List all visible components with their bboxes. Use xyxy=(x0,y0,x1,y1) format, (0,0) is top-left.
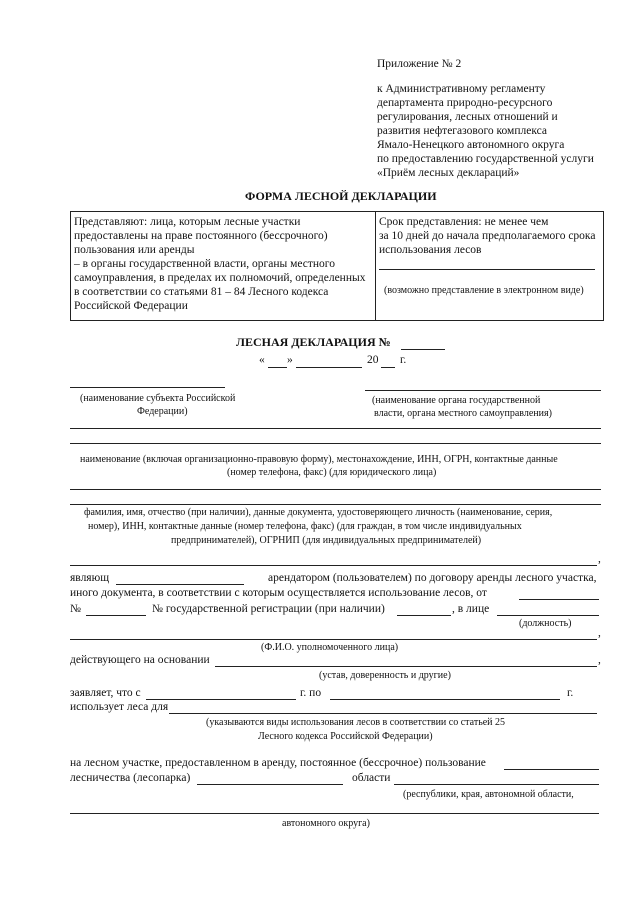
subject-label: (наименование субъекта Российской xyxy=(80,393,236,404)
individual-label: фамилия, имя, отчество (при наличии), данные документа, удостоверяющего личность (наименование, серия, xyxy=(84,507,553,518)
info-left-line: предоставлены на праве постоянного (бессрочного) xyxy=(74,230,328,242)
reg-number-field[interactable] xyxy=(397,615,451,616)
being-label: являющ xyxy=(70,572,110,584)
blank-line[interactable] xyxy=(70,504,601,505)
blank-line[interactable] xyxy=(70,428,601,429)
info-box-divider xyxy=(375,212,376,320)
legal-entity-label: наименование (включая организационно-правовую форму), местонахождение, ИНН, ОГРН, контактные данные xyxy=(80,454,558,465)
form-title: ФОРМА ЛЕСНОЙ ДЕКЛАРАЦИИ xyxy=(245,189,437,203)
fio-label: (Ф.И.О. уполномоченного лица) xyxy=(261,642,399,653)
year-prefix: 20 xyxy=(367,354,379,366)
date-year-field[interactable] xyxy=(381,367,395,368)
appendix-line: «Приём лесных деклараций» xyxy=(377,167,520,179)
subject-label: Федерации) xyxy=(137,406,188,417)
info-right-line: за 10 дней до начала предполагаемого срока xyxy=(379,230,596,242)
info-left-line: Российской Федерации xyxy=(74,300,188,312)
appendix-line: Ямало-Ненецкого автономного округа xyxy=(377,139,565,151)
date-day-field[interactable] xyxy=(268,367,287,368)
blank-line[interactable] xyxy=(70,489,601,490)
position-field[interactable] xyxy=(497,615,599,616)
year-suffix: г. xyxy=(400,354,407,366)
end-date-field[interactable] xyxy=(330,699,560,700)
date-open: « xyxy=(259,354,265,366)
basis-label: (устав, доверенность и другие) xyxy=(319,670,451,681)
use-types-label: Лесного кодекса Российской Федерации) xyxy=(258,731,433,742)
info-right-note: (возможно представление в электронном виде) xyxy=(384,285,584,296)
blank-line[interactable] xyxy=(379,269,595,270)
legal-entity-label: (номер телефона, факс) (для юридического лица) xyxy=(227,467,437,478)
region-note: (республики, края, автономной области, xyxy=(403,789,574,800)
info-left-line: в соответствии со статьями 81 – 84 Лесного кодекса xyxy=(74,286,329,298)
authority-label: власти, органа местного самоуправления) xyxy=(374,408,552,419)
no-label: № xyxy=(70,603,81,615)
info-left-line: пользования или аренды xyxy=(74,244,195,256)
region-field[interactable] xyxy=(394,784,599,785)
start-date-field[interactable] xyxy=(146,699,296,700)
comma: , xyxy=(598,627,601,639)
plot-field[interactable] xyxy=(504,769,599,770)
date-month-field[interactable] xyxy=(296,367,362,368)
info-left-line: самоуправления, в пределах их полномочий, определенных xyxy=(74,272,366,284)
doc-number-field[interactable] xyxy=(86,615,146,616)
in-person-label: , в лице xyxy=(452,603,490,615)
being-field[interactable] xyxy=(116,584,244,585)
comma: , xyxy=(598,553,601,565)
appendix-line: развития нефтегазового комплекса xyxy=(377,125,547,137)
region-label: области xyxy=(352,772,391,784)
info-left-line: Представляют: лица, которым лесные участки xyxy=(74,216,301,228)
appendix-line: департамента природно-ресурсного xyxy=(377,97,553,109)
doc-date-field[interactable] xyxy=(519,599,599,600)
blank-line[interactable] xyxy=(70,565,597,566)
info-left-line: – в органы государственной власти, органы местного xyxy=(74,258,335,270)
info-right-line: Срок представления: не менее чем xyxy=(379,216,549,228)
position-label: (должность) xyxy=(519,618,572,629)
forestry-field[interactable] xyxy=(197,784,343,785)
year-to-label: г. по xyxy=(300,687,322,699)
blank-line[interactable] xyxy=(70,813,599,814)
authority-label: (наименование органа государственной xyxy=(372,395,541,406)
okrug-label: автономного округа) xyxy=(282,818,370,829)
uses-label: использует леса для xyxy=(70,701,169,713)
authority-field[interactable] xyxy=(365,390,601,391)
info-right-line: использования лесов xyxy=(379,244,482,256)
fio-field[interactable] xyxy=(70,639,597,640)
declares-label: заявляет, что с xyxy=(70,687,141,699)
appendix-line: регулирования, лесных отношений и xyxy=(377,111,558,123)
comma: , xyxy=(598,654,601,666)
subject-field[interactable] xyxy=(70,387,225,388)
date-close: » xyxy=(287,354,293,366)
appendix-title: Приложение № 2 xyxy=(377,58,462,70)
acting-label: действующего на основании xyxy=(70,654,210,666)
forestry-label: лесничества (лесопарка) xyxy=(70,772,191,784)
tenant-label: арендатором (пользователем) по договору аренды лесного участка, xyxy=(268,572,597,584)
basis-field[interactable] xyxy=(215,666,597,667)
individual-label: предпринимателей), ОГРНИП (для индивидуальных предпринимателей) xyxy=(171,535,482,546)
blank-line[interactable] xyxy=(70,443,601,444)
appendix-line: по предоставлению государственной услуги xyxy=(377,153,594,165)
declaration-number-field[interactable] xyxy=(401,349,445,350)
use-purpose-field[interactable] xyxy=(169,713,597,714)
plot-label: на лесном участке, предоставленном в аренду, постоянное (бессрочное) пользование xyxy=(70,757,486,769)
year-end-label: г. xyxy=(567,687,574,699)
use-types-label: (указываются виды использования лесов в соответствии со статьей 25 xyxy=(206,717,506,728)
declaration-title: ЛЕСНАЯ ДЕКЛАРАЦИЯ № xyxy=(236,335,391,349)
other-doc-label: иного документа, в соответствии с которым осуществляется использование лесов, от xyxy=(70,587,487,599)
appendix-line: к Административному регламенту xyxy=(377,83,546,95)
individual-label: номер), ИНН, контактные данные (номер телефона, факс) (для граждан, в том числе индивидуальных xyxy=(88,521,522,532)
reg-no-label: № государственной регистрации (при наличии) xyxy=(152,603,385,615)
